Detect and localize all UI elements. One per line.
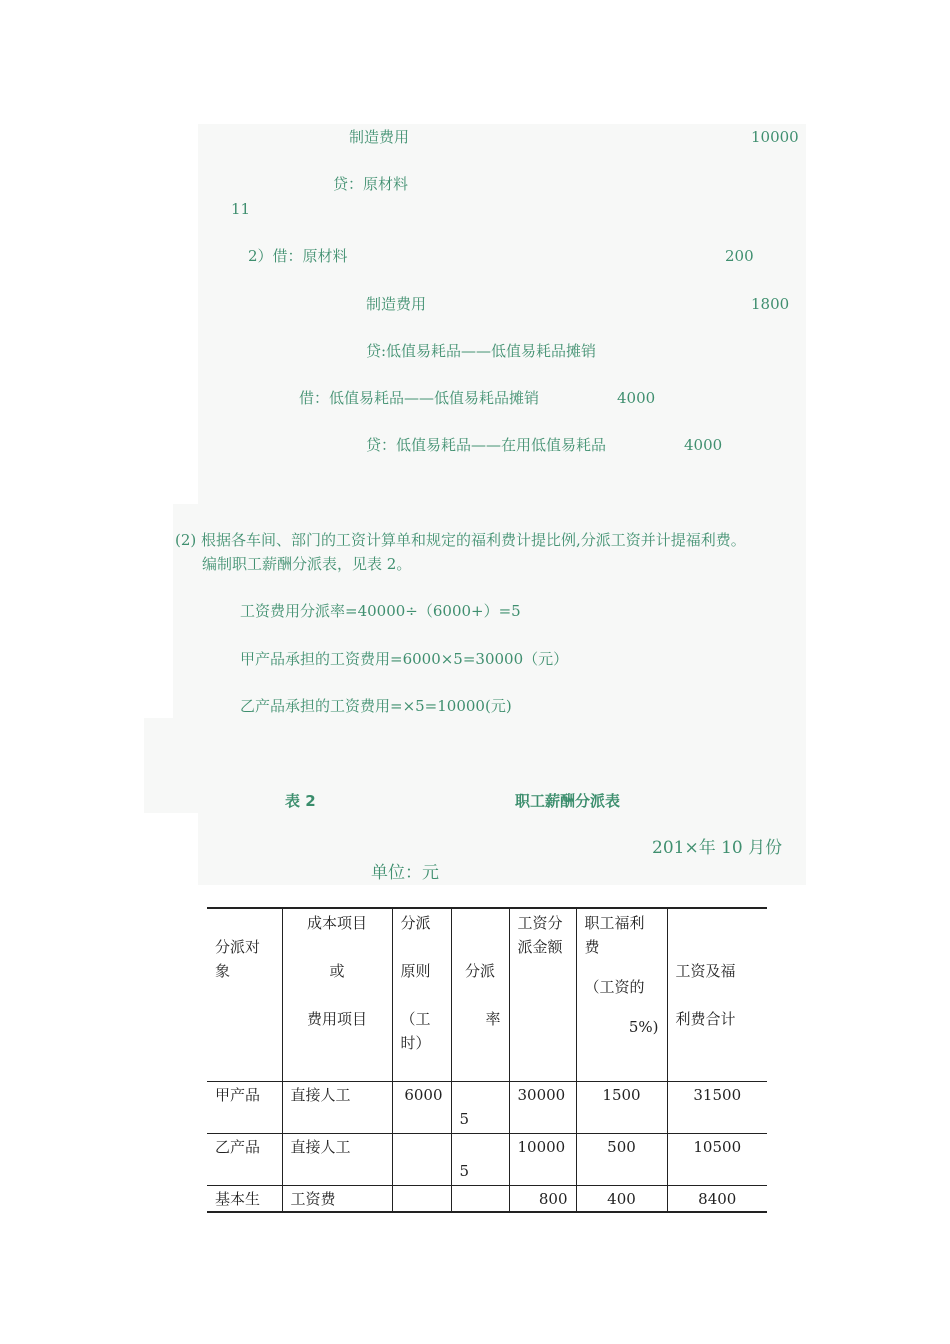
cell-total: 31500	[667, 1082, 767, 1134]
cell-welfare: 400	[576, 1186, 667, 1213]
cell-item: 直接人工	[282, 1082, 392, 1134]
cell-wage: 800	[509, 1186, 576, 1213]
cell-target: 基本生	[207, 1186, 282, 1213]
header-rate: 分派 率	[451, 908, 509, 1082]
journal-line-2-account: 贷：原材料	[333, 175, 409, 193]
journal-line-7-amount: 4000	[617, 389, 656, 407]
journal-line-4-amount: 200	[725, 247, 754, 265]
cell-basis	[392, 1186, 451, 1213]
journal-line-3-value: 11	[231, 200, 251, 218]
header-cost-item: 成本项目 或 费用项目	[282, 908, 392, 1082]
shaded-block-caption	[144, 718, 806, 813]
header-basis: 分派 原则 （工时）	[392, 908, 451, 1082]
cell-welfare: 500	[576, 1134, 667, 1186]
section-2-paragraph-line-1: (2) 根据各车间、部门的工资计算单和规定的福利费计提比例,分派工资并计提福利费。	[175, 531, 746, 549]
cell-rate: 5	[451, 1082, 509, 1134]
table-period: 201×年 10 月份	[652, 838, 783, 858]
cell-basis	[392, 1134, 451, 1186]
payroll-allocation-table	[207, 907, 767, 1213]
header-target: 分派对象	[207, 908, 282, 1082]
journal-line-1-account: 制造费用	[349, 128, 410, 146]
table-header-row	[207, 908, 767, 1082]
table-title: 职工薪酬分派表	[515, 792, 621, 810]
calc-product-b: 乙产品承担的工资费用=×5=10000(元)	[240, 697, 512, 715]
cell-wage: 10000	[509, 1134, 576, 1186]
calc-product-a: 甲产品承担的工资费用=6000×5=30000（元）	[240, 650, 569, 668]
header-welfare: 职工福利费 （工资的 5%)	[576, 908, 667, 1082]
table-row	[207, 1082, 767, 1134]
journal-line-4-account: 2）借：原材料	[248, 247, 348, 265]
journal-line-7-account: 借：低值易耗品——低值易耗品摊销	[299, 389, 540, 407]
journal-line-6-account: 贷:低值易耗品——低值易耗品摊销	[366, 342, 597, 360]
cell-total: 8400	[667, 1186, 767, 1213]
section-2-paragraph-line-2: 编制职工薪酬分派表，见表 2。	[202, 555, 412, 573]
journal-line-8-amount: 4000	[684, 436, 723, 454]
table-row	[207, 1186, 767, 1213]
table-number: 表 2	[285, 792, 316, 810]
header-total: 工资及福 利费合计	[667, 908, 767, 1082]
cell-item: 工资费	[282, 1186, 392, 1213]
calc-allocation-rate: 工资费用分派率=40000÷（6000+）=5	[240, 602, 521, 620]
cell-rate: 5	[451, 1134, 509, 1186]
cell-basis: 6000	[392, 1082, 451, 1134]
table-unit: 单位：元	[371, 863, 439, 883]
journal-line-8-account: 贷：低值易耗品——在用低值易耗品	[366, 436, 607, 454]
header-wage-amount: 工资分派金额	[509, 908, 576, 1082]
cell-target: 甲产品	[207, 1082, 282, 1134]
cell-wage: 30000	[509, 1082, 576, 1134]
cell-rate	[451, 1186, 509, 1213]
journal-line-5-account: 制造费用	[366, 295, 427, 313]
cell-item: 直接人工	[282, 1134, 392, 1186]
journal-line-5-amount: 1800	[751, 295, 790, 313]
cell-target: 乙产品	[207, 1134, 282, 1186]
cell-welfare: 1500	[576, 1082, 667, 1134]
cell-total: 10500	[667, 1134, 767, 1186]
table-row	[207, 1134, 767, 1186]
journal-line-1-amount: 10000	[751, 128, 799, 146]
